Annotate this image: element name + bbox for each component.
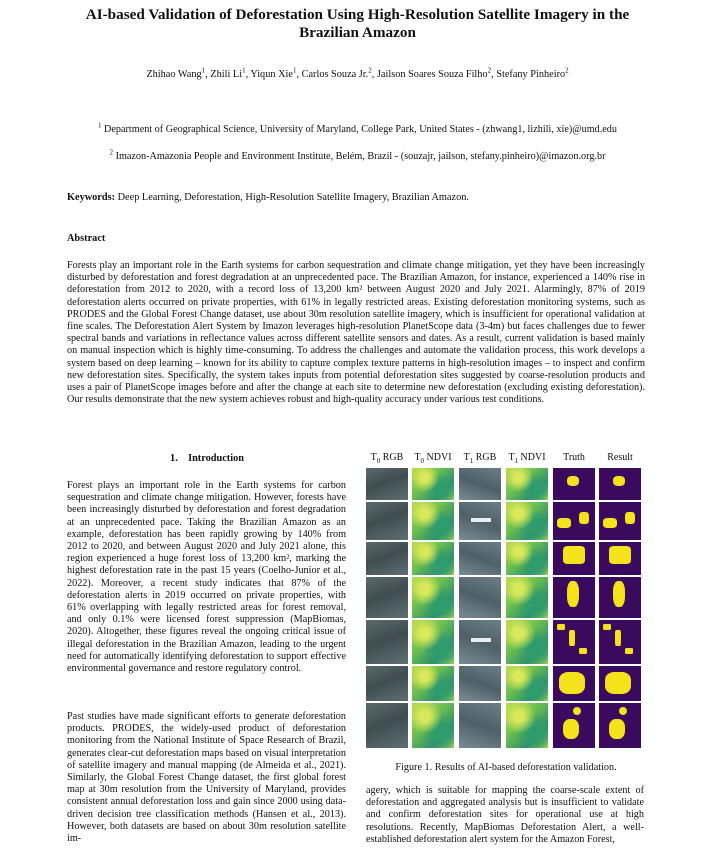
- deforestation-patch: [613, 476, 625, 486]
- affiliation-2: $^2$ Imazon-Amazonia People and Environment Institute, Belém, Brazil - (souzajr, jailson, stefany.pinheiro)@imazon.org.br: [109, 148, 606, 162]
- figure-image-tile: [412, 542, 454, 575]
- author-list: Zhihao Wang$^1$, Zhili Li$^1$, Yiqun Xie$^1$, Carlos Souza Jr.$^2$, Jailson Soares Souza Filho$^2$, Stefany Pinheiro$^2$: [146, 66, 569, 80]
- affiliation-1: $^1$ Department of Geographical Science, University of Maryland, College Park, United States - (zhwang1, lizhili, xie)@umd.edu: [98, 121, 617, 135]
- figure-column-header: Result: [607, 452, 633, 463]
- deforestation-patch: [563, 719, 579, 739]
- figure-image-tile: [459, 468, 501, 500]
- figure-column-header: $T_0$ NDVI: [414, 452, 452, 465]
- figure-image-tile: [459, 666, 501, 701]
- deforestation-patch: [579, 648, 587, 654]
- keywords: Keywords: Deep Learning, Deforestation, High-Resolution Satellite Imagery, Brazilian Amazon.: [67, 192, 469, 203]
- cleared-area-mark: [471, 518, 491, 522]
- figure-image-tile: [412, 577, 454, 618]
- figure-image-tile: [412, 703, 454, 748]
- deforestation-patch: [557, 518, 571, 528]
- deforestation-patch: [619, 707, 627, 715]
- figure-image-tile: [553, 703, 595, 748]
- figure-image-tile: [412, 468, 454, 500]
- deforestation-patch: [613, 581, 625, 607]
- abstract-heading: Abstract: [67, 233, 106, 244]
- figure-image-tile: [599, 577, 641, 618]
- abstract-text: Forests play an important role in the Earth systems for carbon sequestration and climate change mitigation, yet they have been increasingly disturbed by deforestation and forest degradation at an unprecedented pace. The Brazilian Amazon, for instance, experienced a 140% rise in deforestation from 2012 to 2020, with a record loss of 13,200 km² between August 2020 and July 2021. Alarmingly, 87% of 2019 deforestation alerts occurred on private properties, with 61% in legally restricted areas. Existing deforestation monitoring systems, such as PRODES and the Global Forest Change dataset, use about 30m resolution satellite imagery, which is insufficient for operational validation at fine scales. The Deforestation Alert System by Imazon leverages high-resolution PlanetScope data (3-4m) but faces challenges due to fewer spectral bands and variations in reflectance values across different satellite sensors and dates. As a result, current validation is based mainly on manual inspection which is highly time-consuming. To address the challenges and automate the validation process, this work develops a system based on deep learning – known for its ability to capture complex texture patterns in high-resolution images – to inspect and confirm new deforestation sites. Specifically, the system takes inputs from potential deforestation sites suggested by coarse-resolution products and uses a pair of PlanetScope images before and after the change at each site to determine new deforestation (excluding existing deforestation). Our results demonstrate that the new system achieves robust and high-quality accuracy under various test conditions.: [67, 260, 645, 406]
- figure-image-tile: [459, 502, 501, 540]
- column-2-text: agery, which is suitable for mapping the coarse-scale extent of deforestation and aggregated analysis but is insufficient to validate and confirm deforestation sites for operational use at high resolutions. Recently, MapBiomas Deforestation Alert, a well-established deforestation alert system for the Amazon Forest,: [366, 785, 644, 845]
- paper-title: AI-based Validation of Deforestation Using High-Resolution Satellite Imagery in the Brazilian Amazon: [85, 6, 630, 41]
- figure-image-tile: [506, 620, 548, 664]
- figure-image-tile: [599, 666, 641, 701]
- figure-image-tile: [412, 502, 454, 540]
- figure-image-tile: [506, 542, 548, 575]
- figure-column-header: $T_1$ RGB: [463, 452, 497, 465]
- figure-image-tile: [553, 666, 595, 701]
- section-heading-introduction: 1. Introduction: [170, 453, 244, 464]
- deforestation-patch: [567, 476, 579, 486]
- figure-image-tile: [599, 542, 641, 575]
- figure-image-tile: [366, 502, 408, 540]
- deforestation-patch: [579, 512, 589, 524]
- figure-column-header: Truth: [563, 452, 585, 463]
- figure-image-tile: [366, 577, 408, 618]
- figure-image-tile: [506, 703, 548, 748]
- figure-image-tile: [599, 620, 641, 664]
- deforestation-patch: [603, 518, 617, 528]
- intro-paragraph-2: Past studies have made significant efforts to generate deforestation products. PRODES, the widely-used product of deforestation monitoring from the National Institute of Space Research of Brazil, generates clear-cut deforestation maps based on visual interpretation of satellite imagery and manual mapping (de Almeida et al., 2021). Similarly, the Global Forest Change dataset, the first global forest map at 30m resolution from the University of Maryland, provides consistent annual deforestation loss and gain since 2000 using data-driven decision tree classification methods (Hansen et al., 2013). However, both datasets are based on about 30m resolution satellite im-: [67, 711, 346, 845]
- deforestation-patch: [563, 546, 585, 564]
- figure-image-tile: [459, 542, 501, 575]
- figure-image-tile: [506, 468, 548, 500]
- figure-image-tile: [553, 468, 595, 500]
- figure-image-tile: [366, 542, 408, 575]
- figure-image-tile: [412, 666, 454, 701]
- deforestation-patch: [567, 581, 579, 607]
- figure-image-tile: [599, 468, 641, 500]
- figure-image-tile: [553, 577, 595, 618]
- figure-image-tile: [366, 666, 408, 701]
- figure-image-tile: [553, 502, 595, 540]
- figure-image-tile: [599, 703, 641, 748]
- deforestation-patch: [569, 630, 575, 646]
- figure-image-tile: [506, 502, 548, 540]
- figure-image-tile: [506, 577, 548, 618]
- figure-image-tile: [366, 620, 408, 664]
- figure-image-tile: [412, 620, 454, 664]
- deforestation-patch: [573, 707, 581, 715]
- deforestation-patch: [625, 512, 635, 524]
- figure-image-tile: [506, 666, 548, 701]
- deforestation-patch: [609, 546, 631, 564]
- figure-caption: Figure 1. Results of AI-based deforestation validation.: [395, 762, 617, 773]
- figure-column-header: $T_0$ RGB: [370, 452, 404, 465]
- deforestation-patch: [609, 719, 625, 739]
- figure-image-tile: [459, 703, 501, 748]
- figure-image-tile: [459, 620, 501, 664]
- figure-image-tile: [553, 542, 595, 575]
- figure-column-header: $T_1$ NDVI: [508, 452, 546, 465]
- figure-image-tile: [366, 468, 408, 500]
- deforestation-patch: [615, 630, 621, 646]
- figure-image-tile: [599, 502, 641, 540]
- intro-paragraph-1: Forest plays an important role in the Earth systems for carbon sequestration and climate change mitigation. However, forests have been increasingly disturbed by deforestation and forest degradation at an unprecedented pace. Taking the Brazilian Amazon as an example, deforestation has been rapidly growing by 140% from 2012 to 2020, and between August 2020 and July 2021 alone, this region experienced a huge forest loss of 13,200 km², marking the highest deforestation rate in the past 15 years (Coelho-Junior et al., 2022). Moreover, a recent study indicates that 87% of the deforestation alerts in 2019 occurred on private properties, with 61% overlapping with legally restricted areas for forest removal, and only 0.1% were licensed forest suppression (MapBiomas, 2020). Altogether, these figures reveal the ongoing critical issue of illegal deforestation in the Brazilian Amazon, leading to the urgent need for automatically identifying deforestation to support effective environmental governance and restore regulatory control.: [67, 480, 346, 675]
- deforestation-patch: [605, 672, 631, 694]
- deforestation-patch: [559, 672, 585, 694]
- figure-image-tile: [366, 703, 408, 748]
- deforestation-patch: [557, 624, 565, 630]
- deforestation-patch: [603, 624, 611, 630]
- cleared-area-mark: [471, 638, 491, 642]
- figure-image-tile: [553, 620, 595, 664]
- figure-image-tile: [459, 577, 501, 618]
- deforestation-patch: [625, 648, 633, 654]
